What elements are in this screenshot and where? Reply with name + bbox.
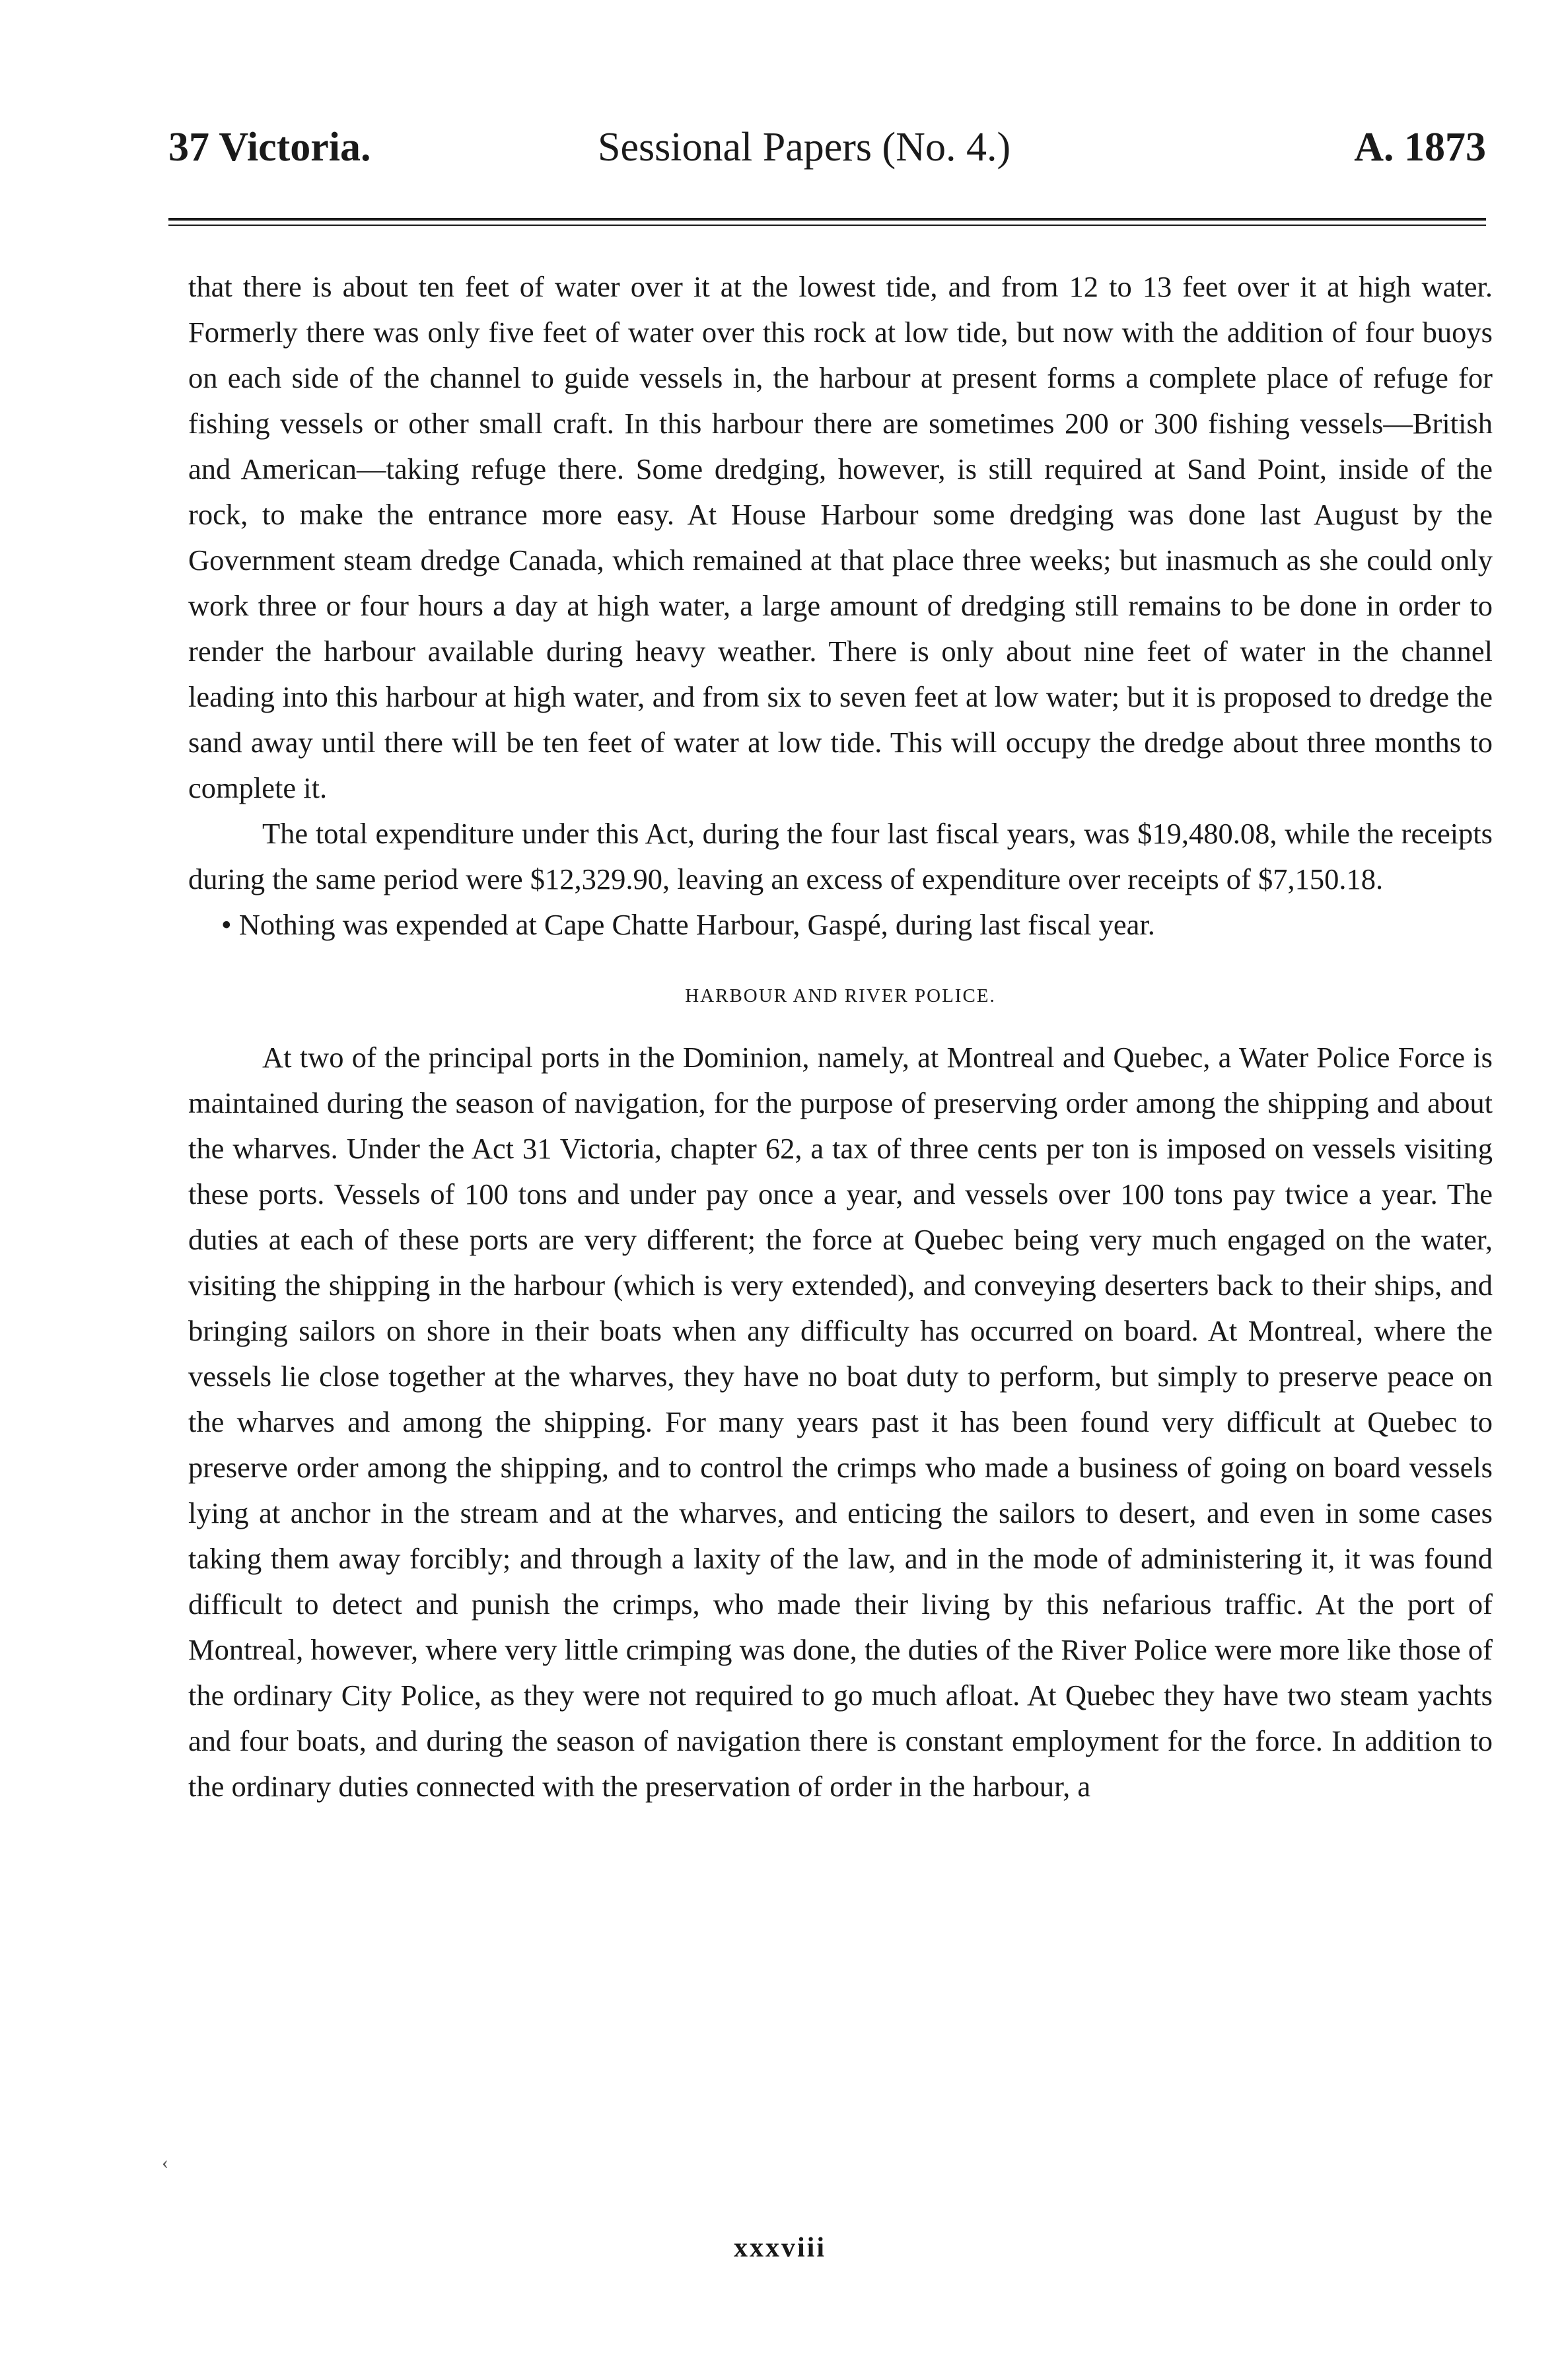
header-year: A. 1873 <box>1354 125 1486 170</box>
section-heading: HARBOUR AND RIVER POLICE. <box>685 985 996 1006</box>
header-rule-thin <box>168 225 1486 226</box>
paragraph-cape-chatte: • Nothing was expended at Cape Chatte Harbour, Gaspé, during last fiscal year. <box>221 908 1155 941</box>
header-rule-thick <box>168 218 1486 221</box>
page-number: xxxviii <box>733 2233 826 2263</box>
margin-mark: ‹ <box>162 2152 168 2173</box>
paragraph-police: At two of the principal ports in the Dominion, namely, at Montreal and Quebec, a Water Police Force is maintained during the season of navigation, for the purpose of preserving order among the shipping and about the wharves. Under the Act 31 Victoria, chapter 62, a tax of three cents per ton is imposed on vessels visiting these ports. Vessels of 100 tons and under pay once a year, and vessels over 100 tons pay twice a year. The duties at each of these ports are very different; the force at Quebec being very much engaged on the water, visiting the shipping in the harbour (which is very extended), and conveying deserters back to their ships, and bringing sailors on shore in their boats when any difficulty has occurred on board. At Montreal, where the vessels lie close together at the wharves, they have no boat duty to perform, but simply to preserve peace on the wharves and among the shipping. For many years past it has been found very difficult at Quebec to preserve order among the shipping, and to control the crimps who made a business of going on board vessels lying at anchor in the stream and at the wharves, and enticing the sailors to desert, and even in some cases taking them away forcibly; and through a laxity of the law, and in the mode of administering it, it was found difficult to detect and punish the crimps, who made their living by this nefarious traffic. At the port of Montreal, however, where very little crimping was done, the duties of the River Police were more like those of the ordinary City Police, as they were not required to go much afloat. At Quebec they have two steam yachts and four boats, and during the season of navigation there is constant employment for the force. In addition to the ordinary duties connected with the preservation of order in the harbour, a <box>188 1041 1493 1803</box>
running-header <box>168 118 1486 177</box>
header-volume: 37 Victoria. <box>168 125 371 170</box>
header-title: Sessional Papers (No. 4.) <box>598 125 1011 170</box>
paragraph-expenditure: The total expenditure under this Act, during the four last fiscal years, was $19,480.08, while the receipts during the same period were $12,329.90, leaving an excess of expenditure over receipts of $7,150.18. <box>188 817 1493 895</box>
paragraph-continued: that there is about ten feet of water over it at the lowest tide, and from 12 to 13 feet over it at high water. Formerly there was only five feet of water over this rock at low tide, but now with the addition of four buoys on each side of the channel to guide vessels in, the harbour at present forms a complete place of refuge for fishing vessels or other small craft. In this harbour there are sometimes 200 or 300 fishing vessels—British and American—taking refuge there. Some dredging, however, is still required at Sand Point, inside of the rock, to make the entrance more easy. At House Harbour some dredging was done last August by the Government steam dredge Canada, which remained at that place three weeks; but inasmuch as she could only work three or four hours a day at high water, a large amount of dredging still remains to be done in order to render the harbour available during heavy weather. There is only about nine feet of water in the channel leading into this harbour at high water, and from six to seven feet at low water; but it is proposed to dredge the sand away until there will be ten feet of water at low tide. This will occupy the dredge about three months to complete it. <box>188 270 1493 804</box>
page-body <box>188 264 1493 1809</box>
